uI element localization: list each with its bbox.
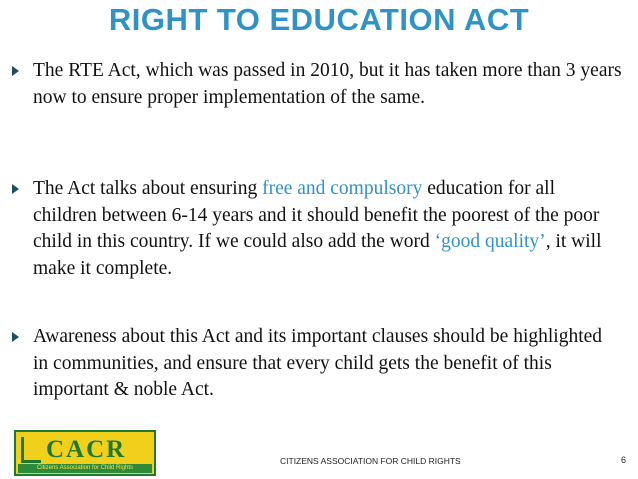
bullet-text: Awareness about this Act and its important clauses should be highlighted in communities, and ensure that every child gets the benefit of this important & noble Act. [33, 326, 603, 400]
arrow-bullet-icon [12, 66, 19, 76]
arrow-bullet-icon [12, 332, 19, 342]
logo-text: CACR [46, 436, 127, 463]
logo-subtitle: Citizens Association for Child Rights [18, 464, 152, 473]
page-number: 6 [621, 455, 627, 465]
arrow-bullet-icon [12, 184, 19, 194]
bullet-item [10, 324, 622, 404]
highlighted-phrase: ‘good quality’ [434, 231, 546, 252]
child-figure-icon [21, 437, 41, 463]
bullet-item [10, 176, 622, 282]
bullet-text: The Act talks about ensuring free and compulsory education for all children between 6-14 years and it should benefit the poorest of the poor child in this country. If we could also add the word ‘good quality’, it will make it complete. [33, 178, 602, 279]
bullet-text: The RTE Act, which was passed in 2010, but it has taken more than 3 years now to ensure proper implementation of the same. [33, 60, 622, 108]
slide-title: RIGHT TO EDUCATION ACT [108, 2, 530, 37]
organization-logo [14, 430, 156, 476]
footer-organization: CITIZENS ASSOCIATION FOR CHILD RIGHTS [280, 456, 461, 466]
bullet-item [10, 58, 622, 111]
highlighted-phrase: free and compulsory [262, 178, 423, 199]
